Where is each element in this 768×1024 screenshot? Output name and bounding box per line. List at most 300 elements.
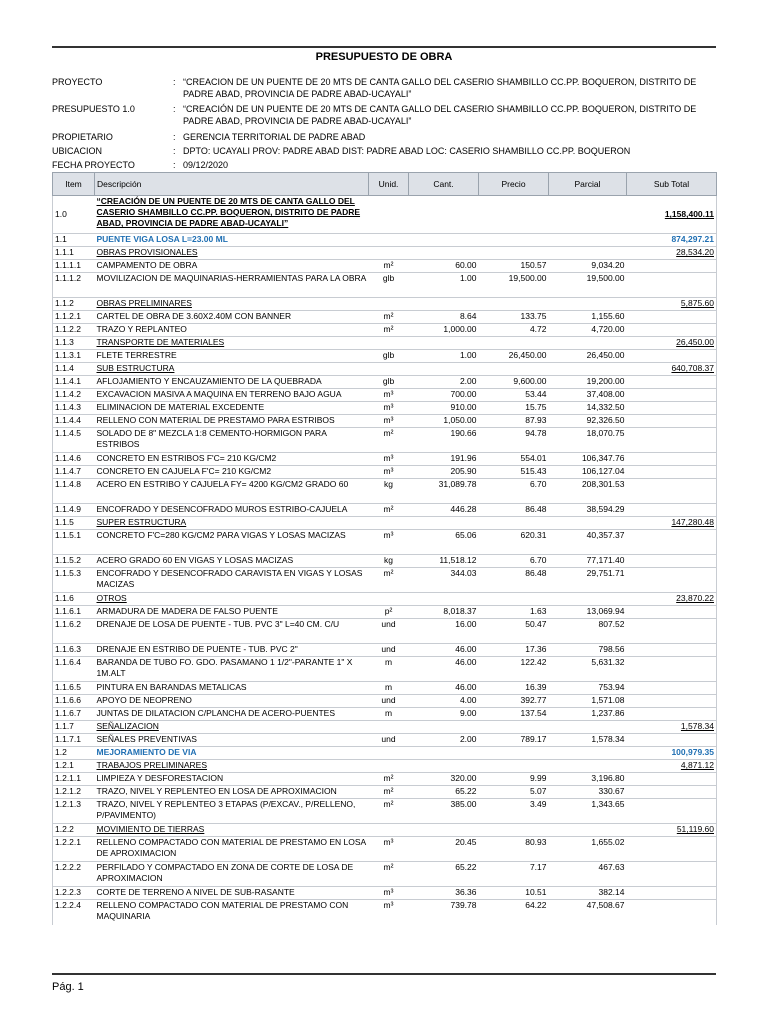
cell-price: 15.75 <box>479 402 549 415</box>
cell-quantity <box>409 517 479 530</box>
header-value: DPTO: UCAYALI PROV: PADRE ABAD DIST: PADRE ABAD LOC: CASERIO SHAMBILLO CC.PP. BOQUERON <box>183 146 631 156</box>
cell-quantity: 1,050.00 <box>409 415 479 428</box>
cell-unit: und <box>369 619 409 644</box>
header-label: FECHA PROYECTO <box>52 160 135 170</box>
table-row <box>53 453 717 466</box>
table-row <box>53 824 717 837</box>
table-row <box>53 298 717 311</box>
cell-quantity: 9.00 <box>409 708 479 721</box>
cell-subtotal <box>627 837 717 862</box>
cell-unit <box>369 824 409 837</box>
header-label: PRESUPUESTO 1.0 <box>52 104 135 114</box>
cell-description: JUNTAS DE DILATACION C/PLANCHA DE ACERO-PUENTES <box>95 708 369 721</box>
cell-price <box>479 337 549 350</box>
cell-description: RELLENO COMPACTADO CON MATERIAL DE PRESTAMO CON MAQUINARIA <box>95 900 369 925</box>
cell-quantity: 1.00 <box>409 350 479 363</box>
cell-item: 1.1.6.2 <box>53 619 95 644</box>
cell-partial: 14,332.50 <box>549 402 627 415</box>
cell-price: 133.75 <box>479 311 549 324</box>
table-row <box>53 479 717 504</box>
cell-price: 554.01 <box>479 453 549 466</box>
cell-price <box>479 593 549 606</box>
cell-quantity: 46.00 <box>409 682 479 695</box>
cell-subtotal: 4,871.12 <box>627 760 717 773</box>
cell-partial <box>549 721 627 734</box>
cell-subtotal <box>627 376 717 389</box>
cell-price: 53.44 <box>479 389 549 402</box>
cell-subtotal: 147,280.48 <box>627 517 717 530</box>
cell-unit: m² <box>369 862 409 887</box>
table-row <box>53 324 717 337</box>
cell-partial: 382.14 <box>549 887 627 900</box>
cell-quantity <box>409 196 479 234</box>
cell-description: RELLENO CON MATERIAL DE PRESTAMO PARA ESTRIBOS <box>95 415 369 428</box>
cell-subtotal: 23,870.22 <box>627 593 717 606</box>
table-row <box>53 593 717 606</box>
cell-price: 10.51 <box>479 887 549 900</box>
cell-unit: m² <box>369 428 409 453</box>
cell-item: 1.0 <box>53 196 95 234</box>
cell-price: 620.31 <box>479 530 549 555</box>
cell-item: 1.1.6.6 <box>53 695 95 708</box>
table-row <box>53 389 717 402</box>
cell-subtotal <box>627 466 717 479</box>
cell-partial <box>549 747 627 760</box>
cell-subtotal <box>627 260 717 273</box>
cell-subtotal: 1,578.34 <box>627 721 717 734</box>
table-row <box>53 376 717 389</box>
cell-unit: glb <box>369 350 409 363</box>
cell-price <box>479 298 549 311</box>
cell-subtotal <box>627 708 717 721</box>
cell-subtotal: 100,979.35 <box>627 747 717 760</box>
cell-item: 1.1.5 <box>53 517 95 530</box>
cell-subtotal: 5,875.60 <box>627 298 717 311</box>
cell-item: 1.1.1.1 <box>53 260 95 273</box>
cell-quantity: 8,018.37 <box>409 606 479 619</box>
cell-description: ENCOFRADO Y DESENCOFRADO CARAVISTA EN VIGAS Y LOSAS MACIZAS <box>95 568 369 593</box>
cell-item: 1.1.1.2 <box>53 273 95 298</box>
cell-subtotal <box>627 900 717 925</box>
cell-partial: 26,450.00 <box>549 350 627 363</box>
table-row <box>53 747 717 760</box>
table-row <box>53 606 717 619</box>
header-colon: : <box>173 160 176 170</box>
cell-partial: 18,070.75 <box>549 428 627 453</box>
cell-item: 1.1.2.2 <box>53 324 95 337</box>
cell-partial <box>549 363 627 376</box>
cell-description: MEJORAMIENTO DE VIA <box>95 747 369 760</box>
cell-partial: 92,326.50 <box>549 415 627 428</box>
cell-item: 1.1.4.9 <box>53 504 95 517</box>
cell-subtotal <box>627 619 717 644</box>
cell-subtotal: 51,119.60 <box>627 824 717 837</box>
table-row <box>53 708 717 721</box>
cell-item: 1.1.4.3 <box>53 402 95 415</box>
cell-partial <box>549 196 627 234</box>
cell-item: 1.2.2.4 <box>53 900 95 925</box>
cell-subtotal <box>627 530 717 555</box>
cell-price: 392.77 <box>479 695 549 708</box>
cell-description: BARANDA DE TUBO FO. GDO. PASAMANO 1 1/2"-PARANTE 1" X 1M.ALT <box>95 657 369 682</box>
cell-item: 1.1.7.1 <box>53 734 95 747</box>
cell-price: 16.39 <box>479 682 549 695</box>
top-rule <box>52 46 716 48</box>
cell-partial: 47,508.67 <box>549 900 627 925</box>
table-row <box>53 773 717 786</box>
cell-description: FLETE TERRESTRE <box>95 350 369 363</box>
cell-unit: m³ <box>369 900 409 925</box>
cell-price: 86.48 <box>479 568 549 593</box>
cell-item: 1.2.1 <box>53 760 95 773</box>
cell-unit: m <box>369 708 409 721</box>
cell-description: SUB ESTRUCTURA <box>95 363 369 376</box>
cell-subtotal <box>627 555 717 568</box>
table-row <box>53 402 717 415</box>
cell-description: SUPER ESTRUCTURA <box>95 517 369 530</box>
cell-unit: m³ <box>369 466 409 479</box>
cell-partial: 77,171.40 <box>549 555 627 568</box>
cell-unit <box>369 747 409 760</box>
cell-subtotal: 1,158,400.11 <box>627 196 717 234</box>
cell-partial <box>549 824 627 837</box>
cell-unit: m <box>369 657 409 682</box>
cell-quantity: 4.00 <box>409 695 479 708</box>
column-header-descripcion: Descripción <box>95 173 369 196</box>
cell-partial: 798.56 <box>549 644 627 657</box>
table-row <box>53 428 717 453</box>
cell-unit: m³ <box>369 887 409 900</box>
cell-subtotal <box>627 273 717 298</box>
table-row <box>53 760 717 773</box>
header-label: PROPIETARIO <box>52 132 113 142</box>
cell-description: SEÑALES PREVENTIVAS <box>95 734 369 747</box>
table-row <box>53 234 717 247</box>
cell-subtotal <box>627 606 717 619</box>
header-colon: : <box>173 132 176 142</box>
cell-partial: 1,343.65 <box>549 799 627 824</box>
cell-price <box>479 824 549 837</box>
cell-price <box>479 747 549 760</box>
cell-quantity: 205.90 <box>409 466 479 479</box>
cell-partial: 40,357.37 <box>549 530 627 555</box>
column-header-parcial: Parcial <box>549 173 627 196</box>
cell-description: ACERO GRADO 60 EN VIGAS Y LOSAS MACIZAS <box>95 555 369 568</box>
cell-subtotal <box>627 786 717 799</box>
table-row <box>53 862 717 887</box>
table-row <box>53 619 717 644</box>
cell-item: 1.1.4.5 <box>53 428 95 453</box>
cell-price: 94.78 <box>479 428 549 453</box>
cell-price <box>479 363 549 376</box>
cell-quantity: 2.00 <box>409 376 479 389</box>
cell-description: EXCAVACION MASIVA A MAQUINA EN TERRENO BAJO AGUA <box>95 389 369 402</box>
cell-unit <box>369 234 409 247</box>
cell-partial: 807.52 <box>549 619 627 644</box>
cell-price: 3.49 <box>479 799 549 824</box>
cell-subtotal <box>627 311 717 324</box>
cell-item: 1.2.2.1 <box>53 837 95 862</box>
cell-unit: m² <box>369 773 409 786</box>
cell-subtotal: 640,708.37 <box>627 363 717 376</box>
cell-subtotal: 874,297.21 <box>627 234 717 247</box>
cell-partial: 1,655.02 <box>549 837 627 862</box>
cell-quantity: 65.06 <box>409 530 479 555</box>
cell-price: 87.93 <box>479 415 549 428</box>
cell-subtotal <box>627 504 717 517</box>
cell-quantity: 16.00 <box>409 619 479 644</box>
cell-item: 1.2.2 <box>53 824 95 837</box>
cell-unit: m <box>369 682 409 695</box>
table-row <box>53 530 717 555</box>
cell-unit: m³ <box>369 530 409 555</box>
table-row <box>53 350 717 363</box>
cell-description: MOVILIZACION DE MAQUINARIAS-HERRAMIENTAS PARA LA OBRA <box>95 273 369 298</box>
cell-item: 1.1.4.8 <box>53 479 95 504</box>
cell-price <box>479 234 549 247</box>
cell-quantity <box>409 824 479 837</box>
cell-item: 1.1.6.4 <box>53 657 95 682</box>
header-value: 09/12/2020 <box>183 160 229 170</box>
cell-partial: 106,127.04 <box>549 466 627 479</box>
page-number: Pág. 1 <box>52 981 84 993</box>
cell-item: 1.1.5.3 <box>53 568 95 593</box>
header-label: PROYECTO <box>52 77 103 87</box>
cell-price: 137.54 <box>479 708 549 721</box>
cell-subtotal <box>627 350 717 363</box>
cell-unit <box>369 337 409 350</box>
cell-price: 86.48 <box>479 504 549 517</box>
cell-description: TRAZO, NIVEL Y REPLENTEO EN LOSA DE APROXIMACION <box>95 786 369 799</box>
cell-quantity <box>409 593 479 606</box>
table-row <box>53 415 717 428</box>
cell-quantity: 11,518.12 <box>409 555 479 568</box>
cell-description: “CREACIÓN DE UN PUENTE DE 20 MTS DE CANTA GALLO DEL CASERIO SHAMBILLO CC.PP. BOQUERON, DISTRITO DE PADRE ABAD, PROVINCIA DE PADRE ABAD-UCAYALI” <box>95 196 369 234</box>
cell-partial: 19,200.00 <box>549 376 627 389</box>
cell-item: 1.1 <box>53 234 95 247</box>
cell-unit: m³ <box>369 837 409 862</box>
cell-quantity <box>409 337 479 350</box>
column-header-subtotal: Sub Total <box>627 173 717 196</box>
cell-price <box>479 247 549 260</box>
cell-partial <box>549 760 627 773</box>
header-label: UBICACION <box>52 146 103 156</box>
cell-quantity: 36.36 <box>409 887 479 900</box>
cell-unit: glb <box>369 376 409 389</box>
table-row <box>53 568 717 593</box>
cell-description: CONCRETO F'C=280 KG/CM2 PARA VIGAS Y LOSAS MACIZAS <box>95 530 369 555</box>
cell-item: 1.2.1.2 <box>53 786 95 799</box>
budget-table <box>52 172 717 925</box>
cell-item: 1.1.4.2 <box>53 389 95 402</box>
table-body <box>53 196 717 925</box>
cell-item: 1.1.6.1 <box>53 606 95 619</box>
cell-description: CONCRETO EN CAJUELA F'C= 210 KG/CM2 <box>95 466 369 479</box>
page-title: PRESUPUESTO DE OBRA <box>315 51 453 63</box>
cell-subtotal <box>627 734 717 747</box>
cell-quantity: 65.22 <box>409 862 479 887</box>
cell-description: APOYO DE NEOPRENO <box>95 695 369 708</box>
cell-item: 1.2 <box>53 747 95 760</box>
cell-subtotal <box>627 568 717 593</box>
cell-quantity <box>409 363 479 376</box>
cell-subtotal <box>627 389 717 402</box>
cell-quantity: 385.00 <box>409 799 479 824</box>
cell-item: 1.1.2 <box>53 298 95 311</box>
cell-subtotal <box>627 773 717 786</box>
cell-subtotal <box>627 862 717 887</box>
table-row <box>53 786 717 799</box>
cell-partial: 1,237.86 <box>549 708 627 721</box>
cell-price <box>479 517 549 530</box>
cell-price: 5.07 <box>479 786 549 799</box>
cell-description: ARMADURA DE MADERA DE FALSO PUENTE <box>95 606 369 619</box>
cell-partial: 4,720.00 <box>549 324 627 337</box>
cell-price: 64.22 <box>479 900 549 925</box>
cell-description: OBRAS PRELIMINARES <box>95 298 369 311</box>
cell-description: CORTE DE TERRENO A NIVEL DE SUB-RASANTE <box>95 887 369 900</box>
table-row <box>53 900 717 925</box>
cell-subtotal: 26,450.00 <box>627 337 717 350</box>
table-row <box>53 682 717 695</box>
cell-partial <box>549 247 627 260</box>
table-row <box>53 273 717 298</box>
cell-quantity: 8.64 <box>409 311 479 324</box>
cell-unit <box>369 298 409 311</box>
cell-quantity: 20.45 <box>409 837 479 862</box>
cell-description: TRANSPORTE DE MATERIALES <box>95 337 369 350</box>
table-row <box>53 311 717 324</box>
cell-quantity <box>409 747 479 760</box>
cell-unit: glb <box>369 273 409 298</box>
cell-description: ELIMINACION DE MATERIAL EXCEDENTE <box>95 402 369 415</box>
cell-item: 1.1.4 <box>53 363 95 376</box>
cell-description: OTROS <box>95 593 369 606</box>
cell-quantity: 1,000.00 <box>409 324 479 337</box>
cell-price: 150.57 <box>479 260 549 273</box>
cell-unit <box>369 760 409 773</box>
cell-description: DRENAJE DE LOSA DE PUENTE - TUB. PVC 3" L=40 CM. C/U <box>95 619 369 644</box>
cell-description: MOVIMIENTO DE TIERRAS <box>95 824 369 837</box>
header-value: “CREACION DE UN PUENTE DE 20 MTS DE CANTA GALLO DEL CASERIO SHAMBILLO CC.PP. BOQUERON, DISTRITO DE PADRE ABAD, PROVINCIA DE PADRE ABAD-UCAYALI” <box>183 77 697 99</box>
table-row <box>53 887 717 900</box>
cell-price: 26,450.00 <box>479 350 549 363</box>
cell-price <box>479 721 549 734</box>
column-header-precio: Precio <box>479 173 549 196</box>
cell-quantity: 65.22 <box>409 786 479 799</box>
cell-subtotal <box>627 644 717 657</box>
cell-quantity: 191.96 <box>409 453 479 466</box>
cell-price: 122.42 <box>479 657 549 682</box>
cell-item: 1.2.1.3 <box>53 799 95 824</box>
cell-quantity: 60.00 <box>409 260 479 273</box>
table-row <box>53 799 717 824</box>
cell-price: 17.36 <box>479 644 549 657</box>
table-row <box>53 196 717 234</box>
cell-description: SEÑALIZACION <box>95 721 369 734</box>
cell-partial: 1,578.34 <box>549 734 627 747</box>
cell-partial: 5,631.32 <box>549 657 627 682</box>
cell-partial: 330.67 <box>549 786 627 799</box>
cell-partial: 13,069.94 <box>549 606 627 619</box>
cell-partial: 208,301.53 <box>549 479 627 504</box>
table-row <box>53 657 717 682</box>
cell-price: 9,600.00 <box>479 376 549 389</box>
cell-unit: m³ <box>369 415 409 428</box>
cell-item: 1.2.2.2 <box>53 862 95 887</box>
cell-unit: und <box>369 644 409 657</box>
cell-price: 1.63 <box>479 606 549 619</box>
table-row <box>53 695 717 708</box>
cell-unit: m² <box>369 799 409 824</box>
cell-description: CARTEL DE OBRA DE 3.60X2.40M CON BANNER <box>95 311 369 324</box>
table-row <box>53 644 717 657</box>
cell-quantity: 31,089.78 <box>409 479 479 504</box>
cell-unit: und <box>369 734 409 747</box>
cell-item: 1.1.6 <box>53 593 95 606</box>
column-header-cant: Cant. <box>409 173 479 196</box>
cell-description: PINTURA EN BARANDAS METALICAS <box>95 682 369 695</box>
cell-unit <box>369 363 409 376</box>
cell-description: PUENTE VIGA LOSA L=23.00 ML <box>95 234 369 247</box>
cell-item: 1.1.3 <box>53 337 95 350</box>
cell-partial: 38,594.29 <box>549 504 627 517</box>
cell-item: 1.1.4.4 <box>53 415 95 428</box>
bottom-rule <box>52 973 716 975</box>
cell-unit <box>369 593 409 606</box>
cell-quantity: 1.00 <box>409 273 479 298</box>
cell-price: 6.70 <box>479 479 549 504</box>
cell-subtotal <box>627 415 717 428</box>
table-header-row <box>53 173 717 196</box>
header-colon: : <box>173 104 176 114</box>
cell-item: 1.1.5.1 <box>53 530 95 555</box>
cell-description: TRAZO Y REPLANTEO <box>95 324 369 337</box>
table-row <box>53 363 717 376</box>
cell-price: 19,500.00 <box>479 273 549 298</box>
cell-partial: 19,500.00 <box>549 273 627 298</box>
cell-subtotal <box>627 682 717 695</box>
cell-unit: m² <box>369 311 409 324</box>
cell-partial: 3,196.80 <box>549 773 627 786</box>
cell-quantity: 700.00 <box>409 389 479 402</box>
cell-unit: und <box>369 695 409 708</box>
cell-description: TRABAJOS PRELIMINARES <box>95 760 369 773</box>
cell-item: 1.1.6.7 <box>53 708 95 721</box>
cell-subtotal <box>627 887 717 900</box>
cell-quantity <box>409 247 479 260</box>
cell-description: TRAZO, NIVEL Y REPLENTEO 3 ETAPAS (P/EXCAV., P/RELLENO, P/PAVIMENTO) <box>95 799 369 824</box>
cell-quantity: 446.28 <box>409 504 479 517</box>
header-value: GERENCIA TERRITORIAL DE PADRE ABAD <box>183 132 366 142</box>
cell-price: 7.17 <box>479 862 549 887</box>
cell-price: 789.17 <box>479 734 549 747</box>
cell-unit <box>369 721 409 734</box>
header-colon: : <box>173 77 176 87</box>
table-row <box>53 247 717 260</box>
cell-partial <box>549 593 627 606</box>
cell-subtotal <box>627 402 717 415</box>
cell-description: ACERO EN ESTRIBO Y CAJUELA FY= 4200 KG/CM2 GRADO 60 <box>95 479 369 504</box>
cell-quantity <box>409 760 479 773</box>
header-colon: : <box>173 146 176 156</box>
cell-partial: 9,034.20 <box>549 260 627 273</box>
cell-quantity: 344.03 <box>409 568 479 593</box>
cell-description: RELLENO COMPACTADO CON MATERIAL DE PRESTAMO EN LOSA DE APROXIMACION <box>95 837 369 862</box>
cell-item: 1.1.6.3 <box>53 644 95 657</box>
cell-item: 1.1.4.1 <box>53 376 95 389</box>
cell-quantity <box>409 234 479 247</box>
